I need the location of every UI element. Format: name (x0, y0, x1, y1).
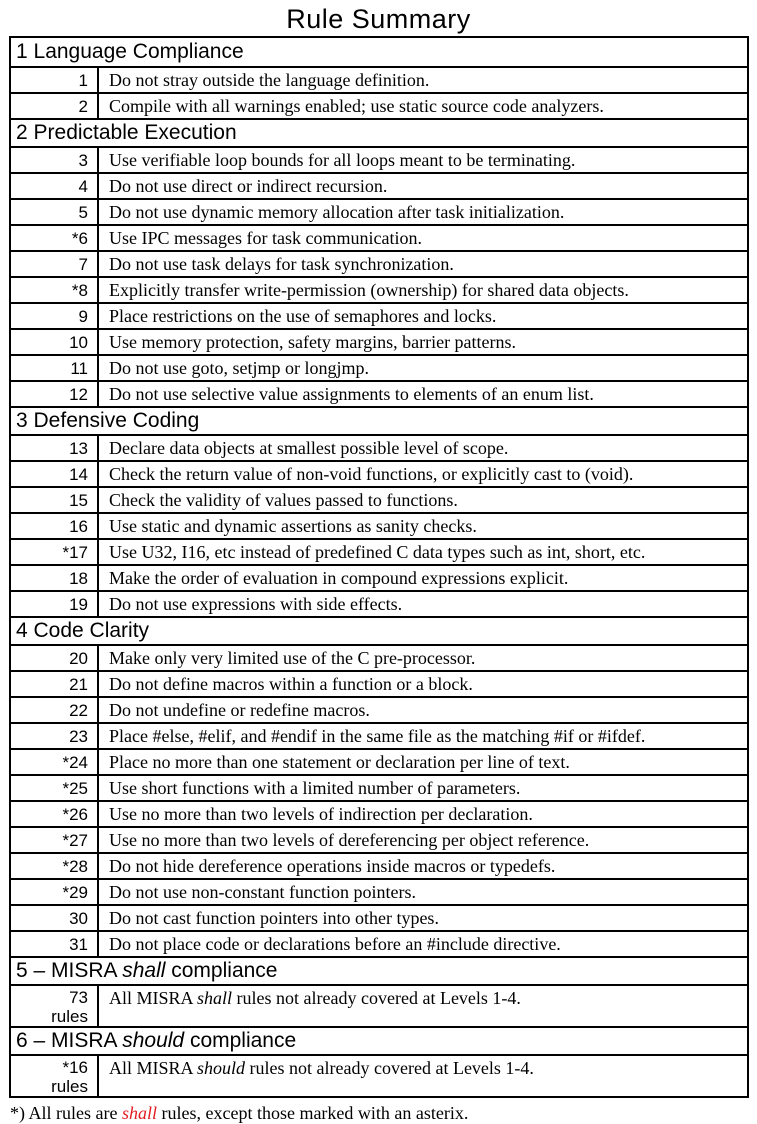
table-row (11, 224, 747, 250)
rule-text: Do not use selective value assignments to elements of an enum list. (109, 384, 594, 404)
rule-number: *25 (11, 776, 99, 800)
table-row (11, 460, 747, 486)
table-row (11, 930, 747, 956)
rule-number: *8 (11, 278, 99, 302)
table-row (11, 644, 747, 670)
rule-text: Do not define macros within a function or a block. (109, 674, 473, 694)
table-row (11, 380, 747, 406)
rule-text: Do not use expressions with side effects. (109, 594, 403, 614)
footnote (10, 1102, 757, 1124)
rule-number: 5 (11, 200, 99, 224)
table-row (11, 1054, 747, 1096)
rule-text-part: All MISRA (109, 988, 198, 1008)
footnote-red-italic-word: shall (121, 1103, 157, 1123)
table-row (11, 826, 747, 852)
rule-number: 22 (11, 698, 99, 722)
rule-number: 20 (11, 646, 99, 670)
rule-number: 12 (11, 382, 99, 406)
rule-text: Place no more than one statement or declaration per line of text. (109, 752, 570, 772)
table-row (11, 852, 747, 878)
rule-count: 73 (69, 988, 88, 1007)
rule-text-part: rules not already covered at Levels 1-4. (245, 1058, 534, 1078)
rule-number: *17 (11, 540, 99, 564)
rule-text: Do not use non-constant function pointers. (109, 882, 416, 902)
table-row (11, 146, 747, 172)
rule-count-unit: rules (51, 1077, 88, 1096)
rule-text-italic-word: should (197, 1058, 246, 1078)
rule-text: Explicitly transfer write-permission (ownership) for shared data objects. (109, 280, 629, 300)
rule-text: Do not use direct or indirect recursion. (109, 176, 388, 196)
rule-text: Do not use dynamic memory allocation after task initialization. (109, 202, 565, 222)
rule-text: Do not place code or declarations before an #include directive. (109, 934, 561, 954)
rule-number: 1 (11, 68, 99, 92)
rule-text: Use IPC messages for task communication. (109, 228, 422, 248)
table-row (11, 66, 747, 92)
rule-number: *26 (11, 802, 99, 826)
rule-number: 15 (11, 488, 99, 512)
rule-number: 10 (11, 330, 99, 354)
section-header-code-clarity: 4 Code Clarity (11, 616, 747, 644)
rule-number: *6 (11, 226, 99, 250)
rule-text: Do not undefine or redefine macros. (109, 700, 370, 720)
rule-text: Use U32, I16, etc instead of predefined C data types such as int, short, etc. (109, 542, 646, 562)
rule-text: Check the validity of values passed to functions. (109, 490, 458, 510)
rule-text: Use no more than two levels of indirection per declaration. (109, 804, 533, 824)
table-row (11, 696, 747, 722)
rule-number: 14 (11, 462, 99, 486)
table-row (11, 748, 747, 774)
rule-text: Use no more than two levels of dereferencing per object reference. (109, 830, 590, 850)
rule-number: 9 (11, 304, 99, 328)
table-row (11, 354, 747, 380)
rule-text: Make only very limited use of the C pre-processor. (109, 648, 476, 668)
section-header-predictable-execution: 2 Predictable Execution (11, 118, 747, 146)
table-row (11, 878, 747, 904)
rule-text: Place restrictions on the use of semaphores and locks. (109, 306, 497, 326)
rule-text: Do not cast function pointers into other types. (109, 908, 439, 928)
rule-text-part: All MISRA (109, 1058, 198, 1078)
section-header-misra-shall (11, 956, 747, 984)
table-row (11, 774, 747, 800)
section-header-italic-word: shall (122, 959, 166, 982)
rule-text (99, 986, 747, 1026)
rule-number: 30 (11, 906, 99, 930)
rule-text: Use memory protection, safety margins, barrier patterns. (109, 332, 517, 352)
rule-number: 7 (11, 252, 99, 276)
rule-text: Do not use task delays for task synchronization. (109, 254, 454, 274)
rule-text: Use static and dynamic assertions as sanity checks. (109, 516, 477, 536)
rule-number: 23 (11, 724, 99, 748)
table-row (11, 486, 747, 512)
rule-text: Do not stray outside the language definition. (109, 70, 430, 90)
rule-text: Check the return value of non-void functions, or explicitly cast to (void). (109, 464, 634, 484)
rule-count: *16 (62, 1058, 88, 1077)
rule-summary-table (9, 36, 749, 1098)
rule-number (11, 1056, 99, 1096)
section-header-misra-should (11, 1026, 747, 1054)
rule-text: Place #else, #elif, and #endif in the same file as the matching #if or #ifdef. (109, 726, 646, 746)
rule-text: Declare data objects at smallest possible level of scope. (109, 438, 509, 458)
section-header-italic-word: should (122, 1029, 185, 1052)
table-row (11, 172, 747, 198)
rule-number: *27 (11, 828, 99, 852)
table-row (11, 590, 747, 616)
rule-number: 19 (11, 592, 99, 616)
rule-number: 18 (11, 566, 99, 590)
section-header-text: compliance (165, 959, 278, 982)
section-header-defensive-coding: 3 Defensive Coding (11, 406, 747, 434)
rule-text-part: rules not already covered at Levels 1-4. (232, 988, 521, 1008)
table-row (11, 564, 747, 590)
rule-number: *24 (11, 750, 99, 774)
rule-text: Compile with all warnings enabled; use static source code analyzers. (109, 96, 604, 116)
rule-number: 16 (11, 514, 99, 538)
rule-number: 3 (11, 148, 99, 172)
table-row (11, 250, 747, 276)
table-row (11, 538, 747, 564)
rule-text: Do not use goto, setjmp or longjmp. (109, 358, 369, 378)
rule-number: 13 (11, 436, 99, 460)
rule-text: Use verifiable loop bounds for all loops meant to be terminating. (109, 150, 576, 170)
table-row (11, 434, 747, 460)
rule-number: 31 (11, 932, 99, 956)
rule-number: 2 (11, 94, 99, 118)
table-row (11, 670, 747, 696)
footnote-text: *) All rules are (10, 1103, 122, 1123)
table-row (11, 302, 747, 328)
rule-text (99, 1056, 747, 1096)
section-header-language-compliance: 1 Language Compliance (16, 40, 244, 63)
rule-count-unit: rules (51, 1007, 88, 1026)
table-row (11, 722, 747, 748)
rule-text-italic-word: shall (197, 988, 233, 1008)
section-header-text: 6 – MISRA (16, 1029, 123, 1052)
page-title: Rule Summary (286, 4, 471, 34)
table-row (11, 92, 747, 118)
rule-number: *29 (11, 880, 99, 904)
rule-number (11, 986, 99, 1026)
rule-text: Make the order of evaluation in compound expressions explicit. (109, 568, 569, 588)
table-row (11, 276, 747, 302)
rule-text: Use short functions with a limited number of parameters. (109, 778, 521, 798)
section-header-text: compliance (184, 1029, 297, 1052)
rule-number: 4 (11, 174, 99, 198)
table-row (11, 984, 747, 1026)
rule-number: *28 (11, 854, 99, 878)
table-row (11, 904, 747, 930)
rule-text: Do not hide dereference operations inside macros or typedefs. (109, 856, 556, 876)
table-row (11, 328, 747, 354)
table-row (11, 198, 747, 224)
rule-number: 21 (11, 672, 99, 696)
footnote-text: rules, except those marked with an asterix. (156, 1103, 469, 1123)
table-row (11, 800, 747, 826)
table-row (11, 512, 747, 538)
rule-number: 11 (11, 356, 99, 380)
section-header-text: 5 – MISRA (16, 959, 123, 982)
